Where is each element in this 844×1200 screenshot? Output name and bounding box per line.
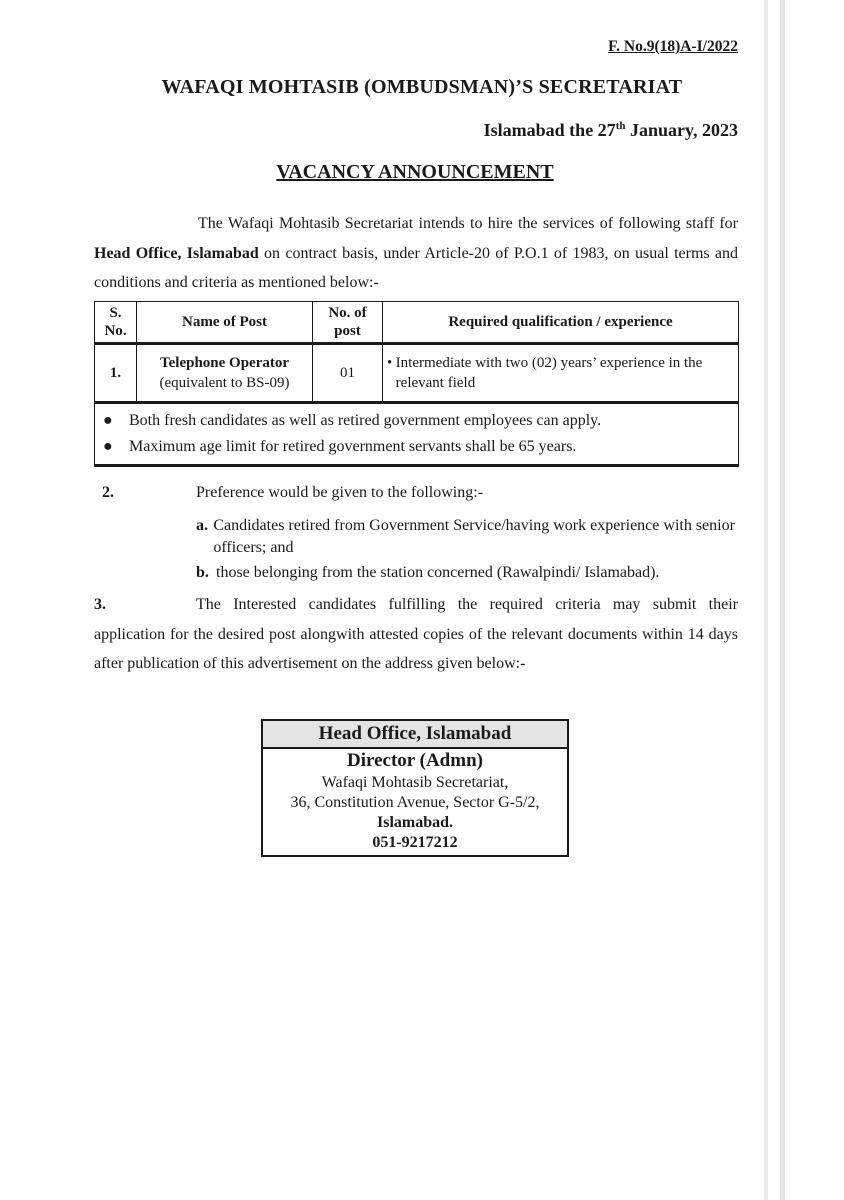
date-suffix-ordinal: th: [615, 120, 626, 132]
header-count: No. of post: [313, 302, 383, 344]
note-text: Both fresh candidates as well as retired government employees can apply.: [129, 412, 602, 429]
table-header-row: [95, 302, 739, 344]
cell-sno: 1.: [95, 344, 137, 403]
address-line: Wafaqi Mohtasib Secretariat,: [321, 774, 509, 791]
item-label: a.: [196, 517, 208, 534]
date-prefix: Islamabad the 27: [483, 120, 616, 140]
date-rest: January, 2023: [625, 120, 738, 140]
section-3-text: The Interested candidates fulfilling the required criteria may submit their application for the desired post alongwith attested copies of the relevant documents within 14 days after publication of this advertisement on the address given below:-: [94, 596, 738, 672]
note-text: Maximum age limit for retired government servants shall be 65 years.: [129, 438, 577, 455]
preference-item-b: [196, 562, 738, 584]
post-grade: (equivalent to BS-09): [159, 375, 290, 391]
preference-item-a: [196, 515, 738, 559]
header-qualification: Required qualification / experience: [383, 302, 739, 344]
section-3-paragraph: [94, 590, 738, 679]
table-row: [95, 344, 739, 403]
item-text: Candidates retired from Government Service/having work experience with senior officers; and: [213, 517, 735, 556]
note-item: [103, 408, 730, 434]
notes-row: [95, 403, 739, 466]
organization-heading: WAFAQI MOHTASIB (OMBUDSMAN)’S SECRETARIAT: [161, 76, 683, 98]
intro-text-end: on contract basis, under Article-20 of P.O.1 of 1983, on usual terms and conditions and criteria as mentioned below:-: [94, 244, 739, 291]
intro-bold-text: Head Office, Islamabad: [94, 244, 259, 262]
bullet-icon: •: [387, 355, 393, 371]
address-heading: Head Office, Islamabad: [263, 721, 567, 749]
cell-count: 01: [313, 344, 383, 403]
header-sno: S. No.: [95, 302, 137, 344]
bullet-icon: ●: [103, 438, 113, 455]
address-phone: 051-9217212: [372, 834, 458, 851]
qualification-text: Intermediate with two (02) years’ experience in the relevant field: [395, 355, 703, 391]
item-label: b.: [196, 564, 209, 581]
address-designation: Director (Admn): [347, 750, 483, 771]
header-post: Name of Post: [137, 302, 313, 344]
section-2-number: 2.: [102, 484, 114, 501]
address-line: 36, Constitution Avenue, Sector G-5/2,: [290, 794, 540, 811]
address-box: [261, 719, 569, 857]
cell-qualification: [383, 344, 739, 403]
item-text: those belonging from the station concerned (Rawalpindi/ Islamabad).: [216, 564, 660, 581]
intro-paragraph: [94, 209, 738, 298]
intro-text: The Wafaqi Mohtasib Secretariat intends to hire the services of following staff for: [198, 215, 738, 232]
dateline: [484, 120, 738, 141]
section-3-number: 3.: [94, 596, 106, 613]
bullet-icon: ●: [103, 412, 113, 429]
post-name: Telephone Operator: [159, 355, 290, 371]
address-city: Islamabad.: [376, 814, 454, 831]
notes-cell: [95, 403, 739, 466]
page-title: VACANCY ANNOUNCEMENT: [276, 161, 554, 183]
note-item: [103, 434, 730, 460]
vacancy-table: [94, 301, 739, 467]
reference-number: F. No.9(18)A-I/2022: [608, 38, 738, 55]
section-2-text: Preference would be given to the following:-: [196, 484, 484, 501]
cell-post: [137, 344, 313, 403]
